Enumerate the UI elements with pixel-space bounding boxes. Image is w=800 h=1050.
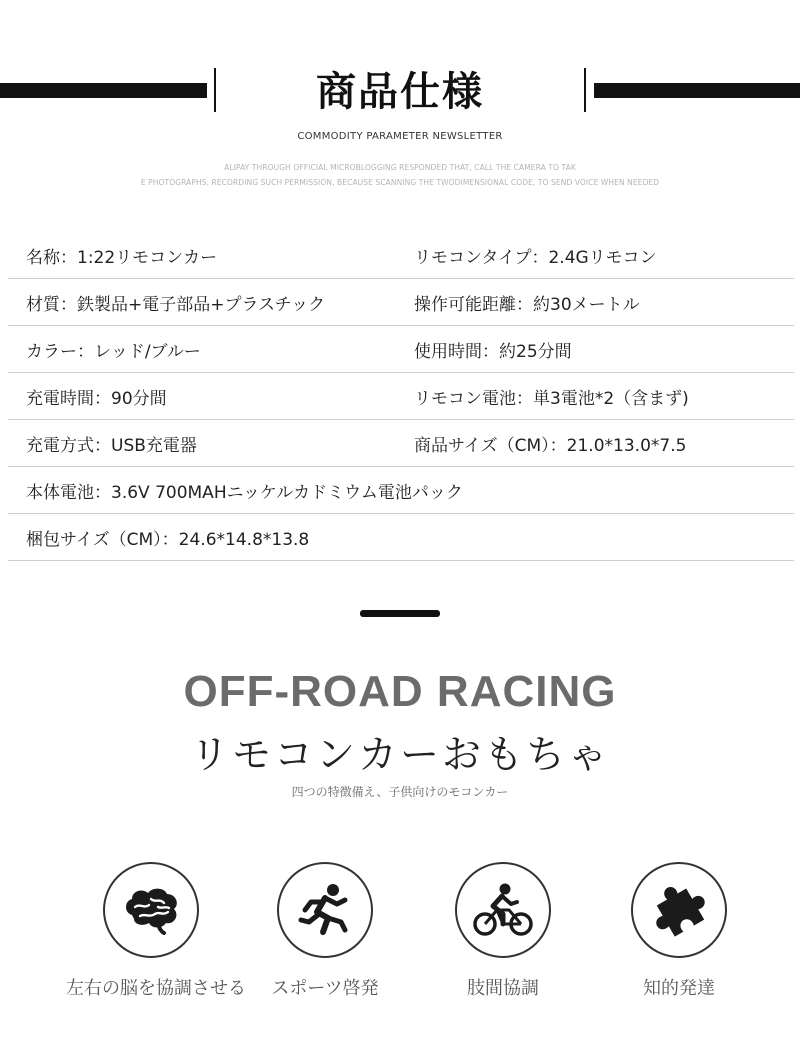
spec-cell: 梱包サイズ（CM）：24.6*14.8*13.8 (26, 530, 310, 550)
fine-print-line-1: ALIPAY THROUGH OFFICIAL MICROBLOGGING RESPONDED THAT, CALL THE CAMERA TO TAK (224, 163, 576, 172)
spec-cell: リモコン電池：単3電池*2（含まず) (414, 389, 689, 409)
feature-label: 知的発達 (643, 978, 715, 999)
spec-row (8, 373, 794, 420)
page-subtitle: COMMODITY PARAMETER NEWSLETTER (297, 131, 503, 142)
spec-cell: 名称：1:22リモコンカー (26, 248, 218, 268)
spec-cell: 商品サイズ（CM）：21.0*13.0*7.5 (414, 436, 687, 456)
feature-label: 肢間協調 (467, 978, 539, 999)
puzzle-icon (650, 881, 708, 939)
section-divider (360, 610, 440, 617)
spec-cell: 充電方式：USB充電器 (26, 436, 197, 456)
feature-item (594, 862, 764, 1000)
feature-circle (103, 862, 199, 958)
spec-cell: 材質：鉄製品+電子部品+プラスチック (26, 295, 326, 315)
spec-row (8, 514, 794, 561)
spec-table (8, 232, 794, 561)
feature-item (418, 862, 588, 1000)
spec-row (8, 420, 794, 467)
feature-item (240, 862, 410, 1000)
spec-cell: 本体電池：3.6V 700MAHニッケルカドミウム電池パック (26, 483, 463, 503)
spec-cell: 操作可能距離：約30メートル (414, 295, 640, 315)
spec-cell: リモコンタイプ：2.4Gリモコン (414, 248, 657, 268)
spec-cell: カラー：レッド/ブルー (26, 342, 201, 362)
cyclist-icon (471, 882, 535, 938)
page-title: 商品仕様 (316, 69, 484, 115)
feature-label: 左右の脳を協調させる (66, 978, 246, 999)
spec-row (8, 326, 794, 373)
feature-item (66, 862, 246, 1000)
brain-icon (122, 885, 180, 935)
spec-row (8, 279, 794, 326)
spec-cell: 使用時間：約25分間 (414, 342, 572, 362)
feature-label: スポーツ啓発 (271, 978, 379, 999)
feature-circle (455, 862, 551, 958)
spec-cell: 充電時間：90分間 (26, 389, 167, 409)
spec-row (8, 232, 794, 279)
runner-icon (295, 880, 355, 940)
section-tagline: 四つの特徴備え、子供向けのモコンカー (291, 785, 509, 799)
feature-circle (277, 862, 373, 958)
feature-circle (631, 862, 727, 958)
section-heading-en: OFF-ROAD RACING (183, 667, 617, 716)
fine-print-line-2: E PHOTOGRAPHS, RECORDING SUCH PERMISSION, BECAUSE SCANNING THE TWODIMENSIONAL CODE, TO SEND VOICE WHEN NEEDED (140, 178, 660, 187)
section-heading-jp: リモコンカーおもちゃ (189, 733, 610, 778)
spec-row (8, 467, 794, 514)
